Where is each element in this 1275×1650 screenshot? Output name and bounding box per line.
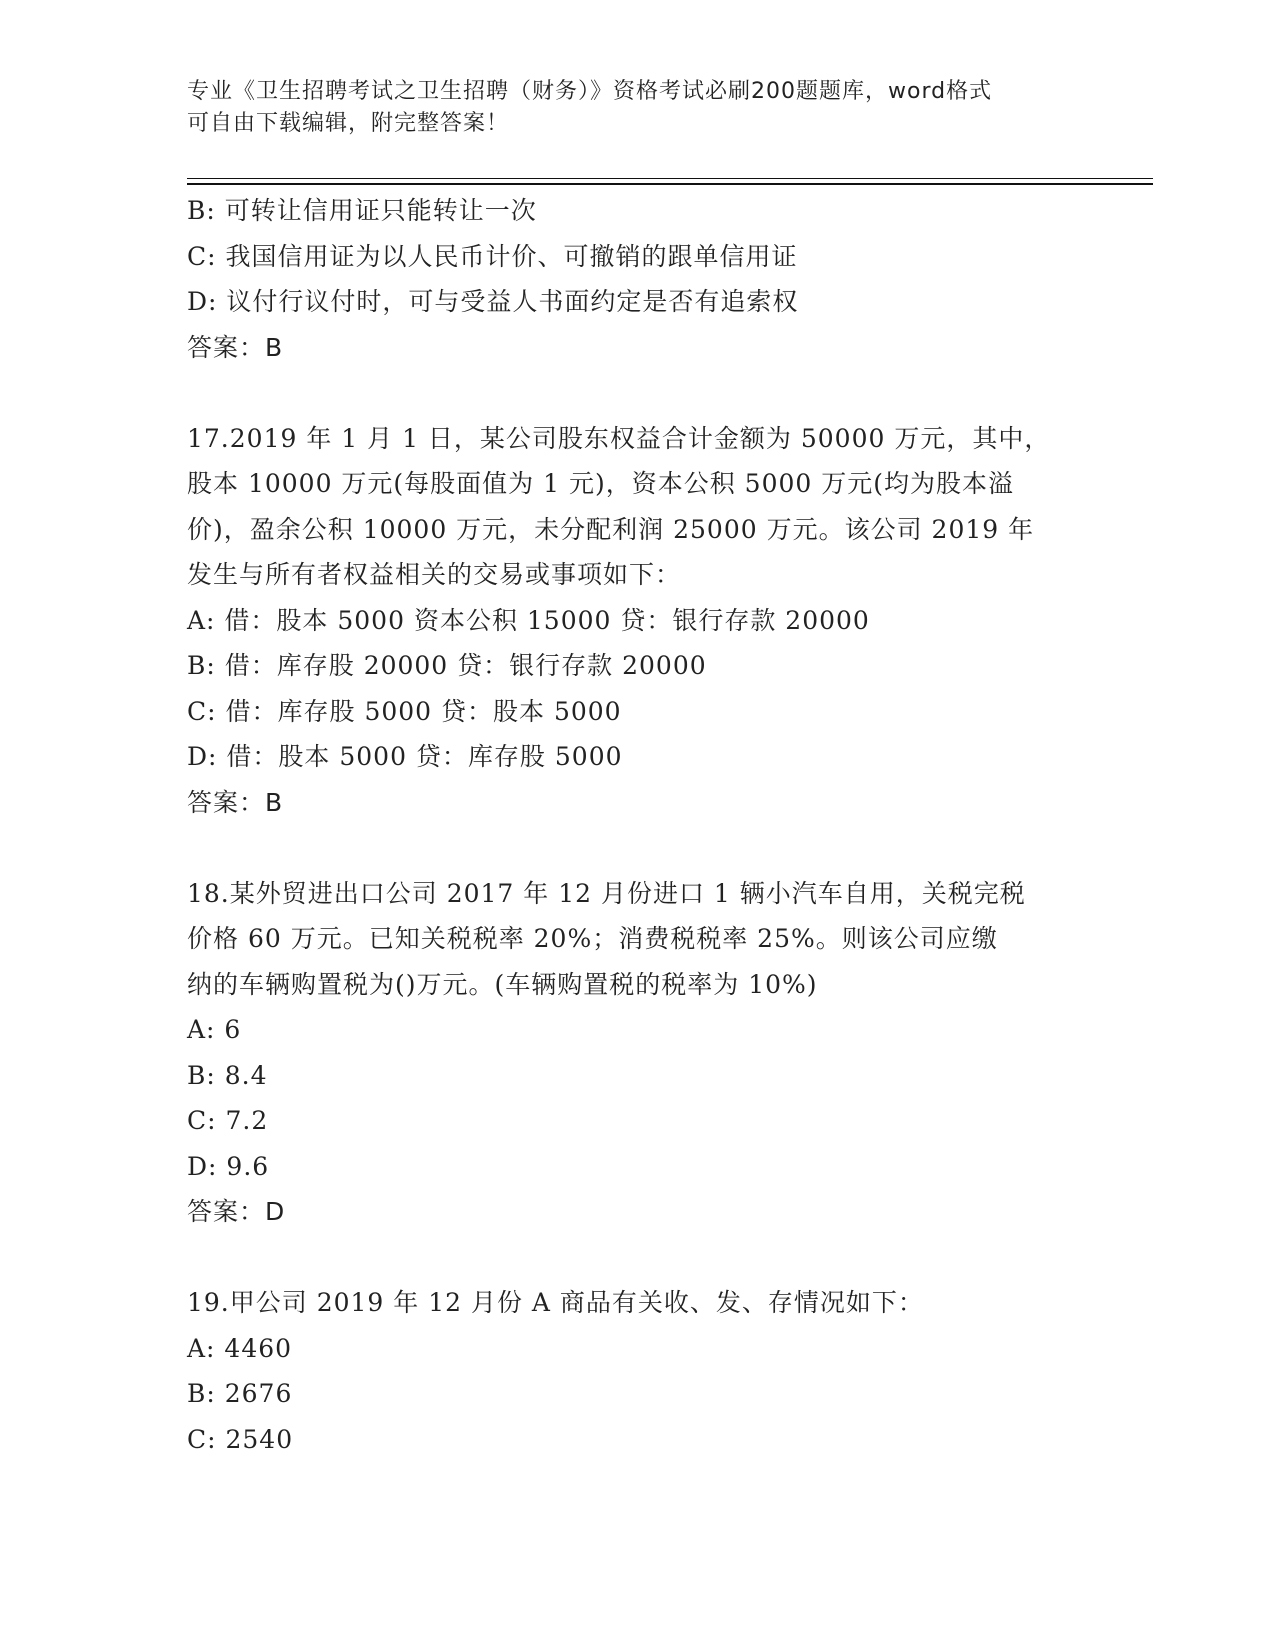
option-d: D: 9.6 (187, 1151, 270, 1181)
spacer (187, 825, 1087, 871)
page-header (187, 76, 1067, 140)
question-16 (187, 188, 1087, 370)
spacer (187, 1235, 1087, 1281)
option-c: C: 7.2 (187, 1106, 269, 1135)
answer: 答案：B (187, 787, 284, 817)
option-a: A: 4460 (187, 1333, 293, 1363)
option-a: A: 借：股本 5000 资本公积 15000 贷：银行存款 20000 (187, 605, 870, 635)
option-b: B: 可转让信用证只能转让一次 (187, 196, 537, 225)
question-stem-line: 股本 10000 万元(每股面值为 1 元)，资本公积 5000 万元(均为股本溢 (187, 469, 1015, 498)
question-stem-line: 发生与所有者权益相关的交易或事项如下： (187, 560, 682, 589)
question-stem-line: 价格 60 万元。已知关税税率 20%；消费税税率 25%。则该公司应缴 (187, 924, 998, 953)
question-stem-line: 19.甲公司 2019 年 12 月份 A 商品有关收、发、存情况如下： (187, 1288, 924, 1317)
option-a: A: 6 (187, 1015, 242, 1044)
option-b: B: 8.4 (187, 1060, 268, 1090)
question-stem-line: 纳的车辆购置税为()万元。(车辆购置税的税率为 10%) (187, 969, 818, 999)
question-17 (187, 416, 1087, 826)
question-stem-line: 18.某外贸进出口公司 2017 年 12 月份进口 1 辆小汽车自用，关税完税 (187, 878, 1026, 908)
answer: 答案：B (187, 332, 284, 362)
question-18 (187, 871, 1087, 1235)
option-d: D: 议付行议付时，可与受益人书面约定是否有追索权 (187, 287, 799, 316)
option-c: C: 借：库存股 5000 贷：股本 5000 (187, 696, 622, 726)
option-b: B: 2676 (187, 1379, 293, 1408)
header-title-line-2: 可自由下载编辑，附完整答案！ (187, 111, 510, 136)
question-19 (187, 1280, 1087, 1462)
question-stem-line: 价)，盈余公积 10000 万元，未分配利润 25000 万元。该公司 2019 年 (187, 514, 1035, 544)
header-divider-thin (187, 178, 1153, 179)
option-b: B: 借：库存股 20000 贷：银行存款 20000 (187, 651, 707, 680)
option-c: C: 我国信用证为以人民币计价、可撤销的跟单信用证 (187, 241, 798, 271)
option-c: C: 2540 (187, 1424, 294, 1454)
answer: 答案：D (187, 1197, 286, 1226)
question-stem-line: 17.2019 年 1 月 1 日，某公司股东权益合计金额为 50000 万元，其中， (187, 423, 1051, 453)
option-d: D: 借：股本 5000 贷：库存股 5000 (187, 742, 623, 771)
question-list (187, 188, 1087, 1462)
header-divider-thick (187, 183, 1153, 185)
spacer (187, 370, 1087, 416)
header-title-line-1: 专业《卫生招聘考试之卫生招聘（财务）》资格考试必刷200题题库，word格式 (187, 79, 993, 104)
